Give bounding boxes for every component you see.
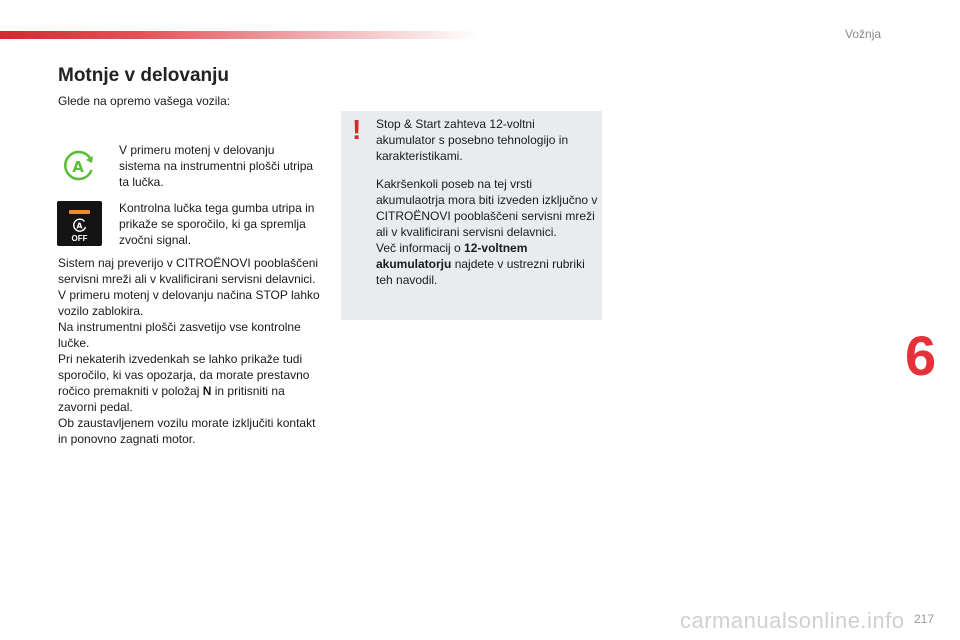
warning-text: Stop & Start zahteva 12-voltni akumulator s posebno tehnologijo in karakteristikami. — [376, 117, 569, 163]
warning-text — [376, 176, 598, 288]
body-text-span: Pri nekaterih izvedenkah se lahko prikaže tudi sporočilo, ki vas opozarja, da morate prestavno ročico premakniti v položaj — [58, 352, 310, 398]
header-accent-bar — [0, 31, 480, 39]
warning-text-span: Več informacij o — [376, 241, 465, 255]
body-paragraph — [58, 351, 324, 415]
warning-text-span: najdete v ustrezni rubriki teh navodil. — [376, 257, 585, 287]
watermark: carmanualsonline.info — [680, 608, 905, 633]
body-paragraph: Sistem naj preverijo v CITROËNOVI pooblaščeni servisni mreži ali v kvalificirani servisni delavnici. — [58, 256, 319, 286]
stop-start-warning-icon — [61, 150, 95, 182]
chapter-number: 6 — [905, 324, 937, 387]
svg-text:A: A — [76, 221, 83, 231]
stop-start-button-icon — [57, 201, 102, 246]
gear-position-label: N — [202, 384, 212, 398]
exclamation-icon: ! — [352, 114, 362, 145]
button-indicator-lamp — [69, 210, 90, 214]
intro-text: Glede na opremo vašega vozila: — [58, 94, 231, 108]
warning-paragraph: Kakršenkoli poseb na tej vrsti akumulaotrja mora biti izveden izključno v CITROËNOVI pooblaščeni servisni mreži ali v kvalificirani servisni delavnici. — [376, 177, 598, 239]
page-number: 217 — [914, 612, 935, 626]
warning-box — [341, 111, 602, 320]
auto-a-icon — [72, 218, 87, 233]
warning-paragraph — [376, 240, 598, 288]
body-text-span: in pritisniti na zavorni pedal. — [58, 384, 285, 414]
svg-text:A: A — [72, 158, 84, 176]
body-paragraph: Na instrumentni plošči zasvetijo vse kontrolne lučke. — [58, 320, 301, 350]
body-text — [58, 255, 324, 447]
button-off-label: OFF — [71, 234, 88, 243]
page-title: Motnje v delovanju — [58, 65, 230, 86]
section-header: Vožnja — [845, 27, 882, 41]
battery-reference: 12-voltnem akumulatorju — [376, 241, 528, 271]
body-paragraph: V primeru motenj v delovanju načina STOP lahko vozilo zablokira. — [58, 288, 320, 318]
item-button-lamp-text: Kontrolna lučka tega gumba utripa in prikaže se sporočilo, ki ga spremlja zvočni signal. — [119, 201, 315, 247]
item-warning-lamp-text: V primeru motenj v delovanju sistema na instrumentni plošči utripa ta lučka. — [119, 143, 314, 189]
body-paragraph: Ob zaustavljenem vozilu morate izključiti kontakt in ponovno zagnati motor. — [58, 416, 316, 446]
